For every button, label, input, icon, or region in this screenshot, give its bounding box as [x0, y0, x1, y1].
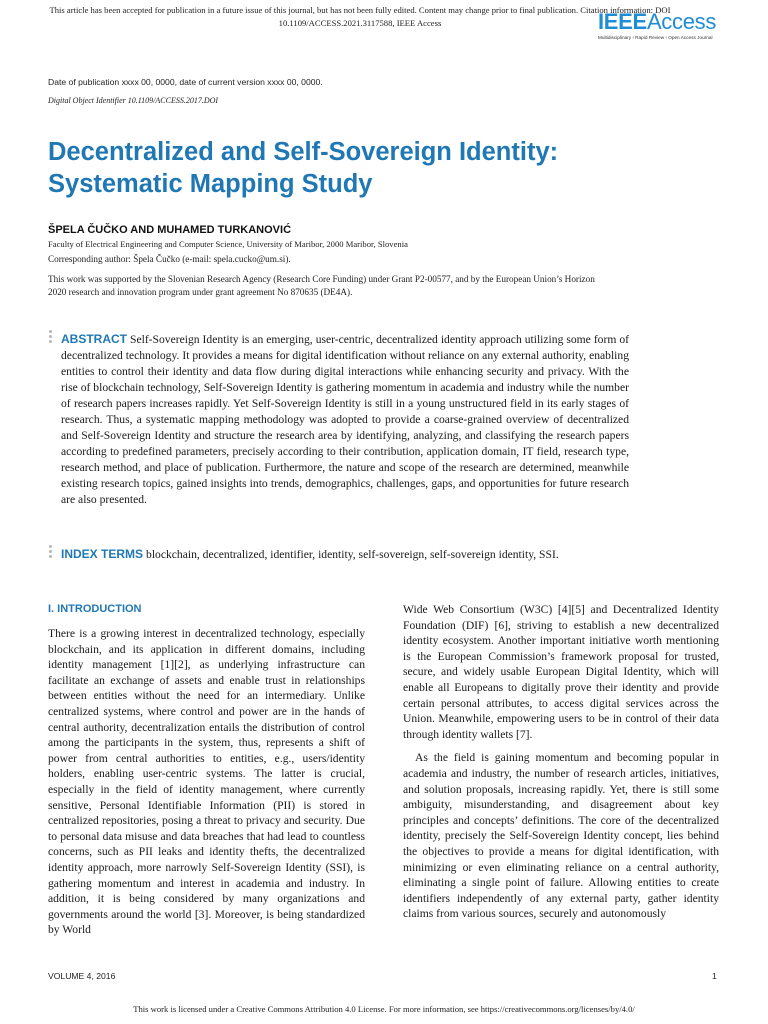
logo-brand-light: Access [646, 9, 717, 34]
ieee-access-logo [598, 10, 718, 41]
index-terms-label: INDEX TERMS [61, 547, 144, 561]
abstract-label: ABSTRACT [61, 332, 127, 346]
funding-statement: This work was supported by the Slovenian Research Agency (Research Core Funding) under Grant P2-00577, and by the European Union’s Horizon 2020 research and innovation program under grant agreement No 870635 (DE4A). [48, 274, 595, 297]
publication-date: Date of publication xxxx 00, 0000, date of current version xxxx 00, 0000. [48, 77, 323, 87]
doi-line: Digital Object Identifier 10.1109/ACCESS.2017.DOI [48, 96, 219, 105]
abstract-block [61, 331, 629, 509]
page-number: 1 [712, 971, 717, 981]
body-paragraph: Wide Web Consortium (W3C) [4][5] and Decentralized Identity Foundation (DIF) [6], striving to establish a new decentralized identity ecosystem. Another important initiative worth mentioning is the European Commission’s framework proposal for trusted, secure, and widely usable European Digital Identity, which will enable all Europeans to digitally prove their identity and provide certain personal attributes, to access digital services across the Union. Meanwhile, empowering users to be in control of their data through identity wallets [7]. [403, 603, 719, 741]
acceptance-notice-line1: This article has been accepted for publication in a future issue of this journal, but has not been fully edited. Content may change prior to final publication. Citation information: DOI [49, 5, 671, 15]
corresponding-author: Corresponding author: Špela Čučko (e-mail: spela.cucko@um.si). [48, 254, 291, 264]
body-column-right [403, 602, 719, 922]
logo-brand-bold: IEEE [598, 9, 647, 34]
author-affiliation: Faculty of Electrical Engineering and Computer Science, University of Maribor, 2000 Maribor, Slovenia [48, 239, 408, 249]
acceptance-notice-line2: 10.1109/ACCESS.2021.3117588, IEEE Access [278, 18, 442, 28]
index-terms-block [61, 546, 661, 563]
body-column-left: There is a growing interest in decentralized technology, especially blockchain, and its application in different domains, including identity management [1][2], as underlying infrastructure can facilitate an exchange of assets and enable trust in relationships between entities without the need for an intermediary. Unlike centralized systems, where control and power are in the hands of central authority, decentralization entails the distribution of control among the participants in the system, thus, represents a shift of power from central authorities to entities, e.g., users/identity holders, enabling user-centric systems. The latter is crucial, especially in the field of identity management, where currently sensitive, Personal Identifiable Information (PII) is stored in centralized repositories, posing a threat to privacy and security. Due to personal data misuse and data breaches that had lead to countless concerns, such as PII leaks and identity thefts, the decentralized identity approach, more narrowly Self-Sovereign Identity (SSI), is gathering momentum and interest in academia and industry. In addition, it is being considered by many organizations and governments around the world [3]. Moreover, is being standardized by World [48, 627, 365, 937]
body-paragraph: As the field is gaining momentum and becoming popular in academia and industry, the number of research articles, initiatives, and solution proposals, increasing rapidly. Yet, there is still some ambiguity, misunderstanding, and disagreement about key principles and concepts’ definitions. The core of the decentralized identity, precisely the Self-Sovereign Identity concept, lies behind the objectives to provide a means for digital identification, with minimizing or even eliminating reliance on a central authority, eliminating a single point of failure. Allowing entities to create identifiers independently of any external party, gather identity claims from various sources, securely and autonomously [403, 751, 719, 921]
abstract-text: Self-Sovereign Identity is an emerging, user-centric, decentralized identity approach utilizing some form of decentralized technology. It provides a means for digital identification without reliance on any external authority, enabling entities to control their identity and data flow during digital interactions while enhancing security and privacy. With the rise of blockchain technology, Self-Sovereign Identity is gathering momentum in academia and industry while the number of research papers increases rapidly. Yet Self-Sovereign Identity is still in a young unstructured field in its early stages of research. Thus, a systematic mapping methodology was adopted to provide a coarse-grained overview of decentralized and Self-Sovereign Identity and structure the research area by identifying, analyzing, and classifying the research papers according to predefined parameters, precisely according to their contribution, application domain, IT field, research type, research method, and place of publication. Furthermore, the nature and scope of the research are determined, meanwhile existing research topics, gained insights into trends, demographics, challenges, gaps, and opportunities for future research are also presented. [61, 333, 629, 507]
logo-wordmark [598, 10, 718, 34]
acceptance-notice [40, 4, 680, 30]
paper-authors: ŠPELA ČUČKO AND MUHAMED TURKANOVIĆ [48, 224, 292, 236]
volume-footer: VOLUME 4, 2016 [48, 971, 116, 981]
index-terms-marker-icon [49, 545, 52, 560]
license-notice: This work is licensed under a Creative Commons Attribution 4.0 License. For more information, see https://creativecommons.org/licenses/by/4.0/ [133, 1004, 635, 1014]
index-terms-text: blockchain, decentralized, identifier, identity, self-sovereign, self-sovereign identity, SSI. [146, 548, 559, 561]
abstract-marker-icon [49, 330, 52, 345]
section-heading-introduction: I. INTRODUCTION [48, 603, 142, 615]
paper-title: Decentralized and Self-Sovereign Identity: Systematic Mapping Study [48, 138, 559, 198]
logo-tagline: Multidisciplinary ⁝ Rapid Review ⁝ Open Access Journal [598, 35, 713, 40]
